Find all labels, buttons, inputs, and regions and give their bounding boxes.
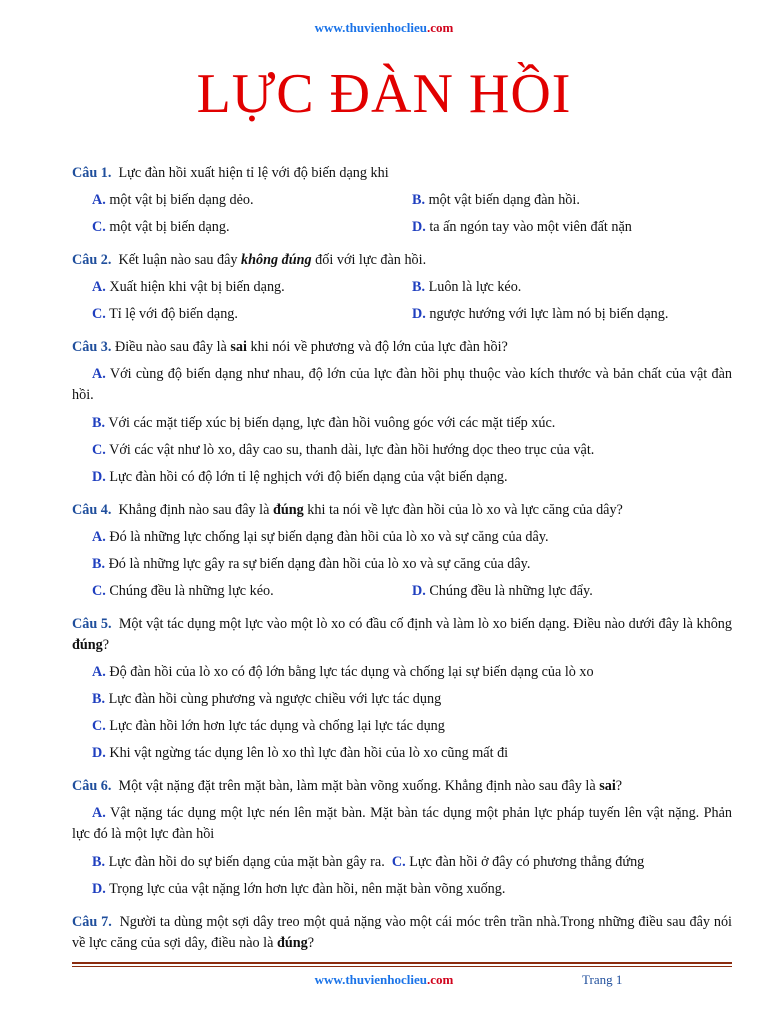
question-6-text [72, 773, 732, 800]
question-2-label: Câu 2. [72, 252, 112, 268]
question-6-label: Câu 6. [72, 778, 112, 794]
option-text: Xuất hiện khi vật bị biến dạng. [109, 279, 285, 295]
question-7-stem-post: ? [307, 935, 315, 951]
question-6-option-d[interactable] [72, 876, 732, 903]
question-6-stem-emphasis: sai [599, 778, 616, 794]
option-letter-c: C. [92, 583, 106, 599]
question-2-stem-post: đối với lực đàn hồi. [311, 252, 427, 268]
question-1-options-row-1 [72, 187, 732, 214]
question-2-stem-pre: Kết luận nào sau đây [118, 252, 242, 268]
option-letter-d: D. [92, 881, 106, 897]
header-site-com: .com [426, 20, 454, 35]
page-number: Trang 1 [582, 972, 623, 987]
question-list [72, 160, 732, 957]
question-1-stem: Lực đàn hồi xuất hiện tỉ lệ với độ biến dạng khi [118, 165, 389, 181]
question-2-options-row-1 [72, 274, 732, 301]
question-4-option-d[interactable] [412, 578, 732, 605]
question-7-stem-pre: Người ta dùng một sợi dây treo một quả nặng vào một cái móc trên trần nhà.Trong những điều sau đây nói về lực căng của sợi dây, điều nào là [72, 914, 732, 951]
option-letter-b: B. [412, 279, 426, 295]
question-4-option-a[interactable] [72, 524, 732, 551]
option-text: Đó là những lực gây ra sự biến dạng đàn hồi của lò xo và sự căng của dây. [108, 556, 531, 572]
question-5-stem-emphasis: đúng [72, 637, 103, 653]
question-5-option-d[interactable] [72, 740, 732, 767]
option-text: một vật bị biến dạng dẻo. [109, 192, 254, 208]
question-4-stem-pre: Khẳng định nào sau đây là [118, 502, 273, 518]
question-1-options-row-2 [72, 214, 732, 241]
question-5-stem-post: ? [102, 637, 110, 653]
question-3-stem-emphasis: sai [230, 339, 247, 355]
question-1-label: Câu 1. [72, 165, 112, 181]
option-letter-b: B. [92, 556, 106, 572]
option-text: Luôn là lực kéo. [428, 279, 522, 295]
question-1-option-c[interactable] [92, 214, 412, 241]
question-4-stem-emphasis: đúng [272, 502, 304, 518]
option-letter-a: A. [92, 664, 106, 680]
option-text: ta ấn ngón tay vào một viên đất nặn [429, 219, 632, 235]
option-text: Trọng lực của vật nặng lớn hơn lực đàn hồi, nên mặt bàn võng xuống. [109, 881, 506, 897]
option-letter-c: C. [391, 854, 406, 870]
option-text: Lực đàn hồi ở đây có phương thẳng đứng [409, 854, 645, 870]
option-text: Với các mặt tiếp xúc bị biến dạng, lực đàn hồi vuông góc với các mặt tiếp xúc. [108, 415, 556, 431]
option-letter-b: B. [412, 192, 426, 208]
option-letter-a: A. [92, 279, 106, 295]
page-title: LỰC ĐÀN HỒI [196, 63, 572, 125]
question-1 [72, 160, 732, 241]
question-2-option-d[interactable] [412, 301, 732, 328]
question-1-option-d[interactable] [412, 214, 732, 241]
footer-site-www: www.thuvienhoclieu [314, 972, 427, 987]
option-letter-d: D. [92, 745, 106, 761]
question-5-label: Câu 5. [72, 616, 112, 632]
question-3-option-c[interactable] [72, 437, 732, 464]
option-letter-b: B. [92, 691, 106, 707]
question-3-option-a[interactable] [72, 364, 732, 406]
question-4-text [72, 497, 732, 524]
question-5-option-b[interactable] [72, 686, 732, 713]
question-2 [72, 247, 732, 328]
question-6-stem-post: ? [615, 778, 623, 794]
question-4 [72, 497, 732, 605]
question-4-options-row [72, 578, 732, 605]
question-4-stem-post: khi ta nói về lực đàn hồi của lò xo và lực căng của dây? [303, 502, 623, 518]
question-4-option-b[interactable] [72, 551, 732, 578]
option-letter-c: C. [92, 718, 106, 734]
option-text: ngược hướng với lực làm nó bị biến dạng. [429, 306, 669, 322]
question-5 [72, 614, 732, 767]
option-text: Lực đàn hồi cùng phương và ngược chiều với lực tác dụng [108, 691, 442, 707]
option-text: Vật nặng tác dụng một lực nén lên mặt bàn. Mặt bàn tác dụng một phản lực pháp tuyến lên vật nặng. Phản lực đó là một lực đàn hồi [72, 805, 733, 842]
question-1-option-a[interactable] [92, 187, 412, 214]
option-text: Lực đàn hồi do sự biến dạng của mặt bàn gây ra. [108, 854, 385, 870]
option-letter-a: A. [92, 366, 106, 382]
option-text: Khi vật ngừng tác dụng lên lò xo thì lực đàn hồi của lò xo cũng mất đi [109, 745, 509, 761]
question-3-label: Câu 3. [72, 339, 112, 355]
option-text: Với cùng độ biến dạng như nhau, độ lớn của lực đàn hồi phụ thuộc vào kích thước và bản chất của vật đàn hồi. [72, 366, 732, 403]
footer-divider-thin [72, 966, 732, 967]
option-letter-d: D. [412, 219, 426, 235]
question-7 [72, 912, 732, 954]
question-6-option-a[interactable] [72, 803, 732, 845]
option-text: Độ đàn hồi của lò xo có độ lớn bằng lực tác dụng và chống lại sự biến dạng của lò xo [109, 664, 594, 680]
footer-site-link[interactable] [0, 972, 768, 988]
header-site-link[interactable] [0, 20, 768, 36]
question-6-options-bc [72, 849, 732, 876]
option-letter-c: C. [92, 306, 106, 322]
option-letter-c: C. [92, 219, 106, 235]
option-text: Lực đàn hồi có độ lớn tỉ lệ nghịch với độ biến dạng của vật biến dạng. [109, 469, 508, 485]
question-6 [72, 773, 732, 903]
option-text: Chúng đều là những lực kéo. [109, 583, 274, 599]
option-text: Với các vật như lò xo, dây cao su, thanh dài, lực đàn hồi hướng dọc theo trục của vật. [109, 442, 595, 458]
footer-site-com: .com [426, 972, 454, 987]
question-1-text [72, 160, 732, 187]
question-4-option-c[interactable] [92, 578, 412, 605]
question-3-text [72, 334, 732, 361]
question-5-stem-pre: Một vật tác dụng một lực vào một lò xo có đầu cố định và làm lò xo biến dạng. Điều nào dưới đây là không [118, 616, 732, 632]
question-6-option-c[interactable] [392, 854, 644, 870]
question-2-option-b[interactable] [412, 274, 732, 301]
option-text: Lực đàn hồi lớn hơn lực tác dụng và chống lại lực tác dụng [109, 718, 445, 734]
question-4-label: Câu 4. [72, 502, 112, 518]
question-7-label: Câu 7. [72, 914, 112, 930]
option-text: một vật bị biến dạng. [109, 219, 230, 235]
option-letter-a: A. [92, 805, 106, 821]
option-letter-d: D. [92, 469, 106, 485]
question-5-text [72, 614, 732, 656]
option-letter-c: C. [92, 442, 106, 458]
option-text: Đó là những lực chống lại sự biến dạng đàn hồi của lò xo và sự căng của dây. [109, 529, 549, 545]
option-letter-b: B. [92, 415, 106, 431]
question-2-option-c[interactable] [92, 301, 412, 328]
question-2-option-a[interactable] [92, 274, 412, 301]
option-letter-d: D. [412, 583, 426, 599]
question-2-options-row-2 [72, 301, 732, 328]
option-text: một vật biến dạng đàn hồi. [428, 192, 580, 208]
option-text: Tỉ lệ với độ biến dạng. [109, 306, 238, 322]
question-5-option-a[interactable] [72, 659, 732, 686]
question-2-stem-emphasis: không đúng [241, 252, 312, 268]
question-1-option-b[interactable] [412, 187, 732, 214]
header-site-www: www.thuvienhoclieu [314, 20, 427, 35]
option-text: Chúng đều là những lực đẩy. [429, 583, 593, 599]
option-letter-a: A. [92, 192, 106, 208]
question-3-option-d[interactable] [72, 464, 732, 491]
question-7-text [72, 912, 732, 954]
option-letter-d: D. [412, 306, 426, 322]
option-letter-b: B. [92, 854, 106, 870]
question-3-stem-post: khi nói về phương và độ lớn của lực đàn hồi? [246, 339, 508, 355]
question-5-option-c[interactable] [72, 713, 732, 740]
question-7-stem-emphasis: đúng [276, 935, 308, 951]
footer-divider [72, 962, 732, 964]
question-3 [72, 334, 732, 491]
option-letter-a: A. [92, 529, 106, 545]
question-3-stem-pre: Điều nào sau đây là [111, 339, 231, 355]
question-6-stem-pre: Một vật nặng đặt trên mặt bàn, làm mặt bàn võng xuống. Khẳng định nào sau đây là [118, 778, 600, 794]
question-3-option-b[interactable] [72, 410, 732, 437]
question-6-option-b[interactable] [92, 854, 385, 870]
question-2-text [72, 247, 732, 274]
